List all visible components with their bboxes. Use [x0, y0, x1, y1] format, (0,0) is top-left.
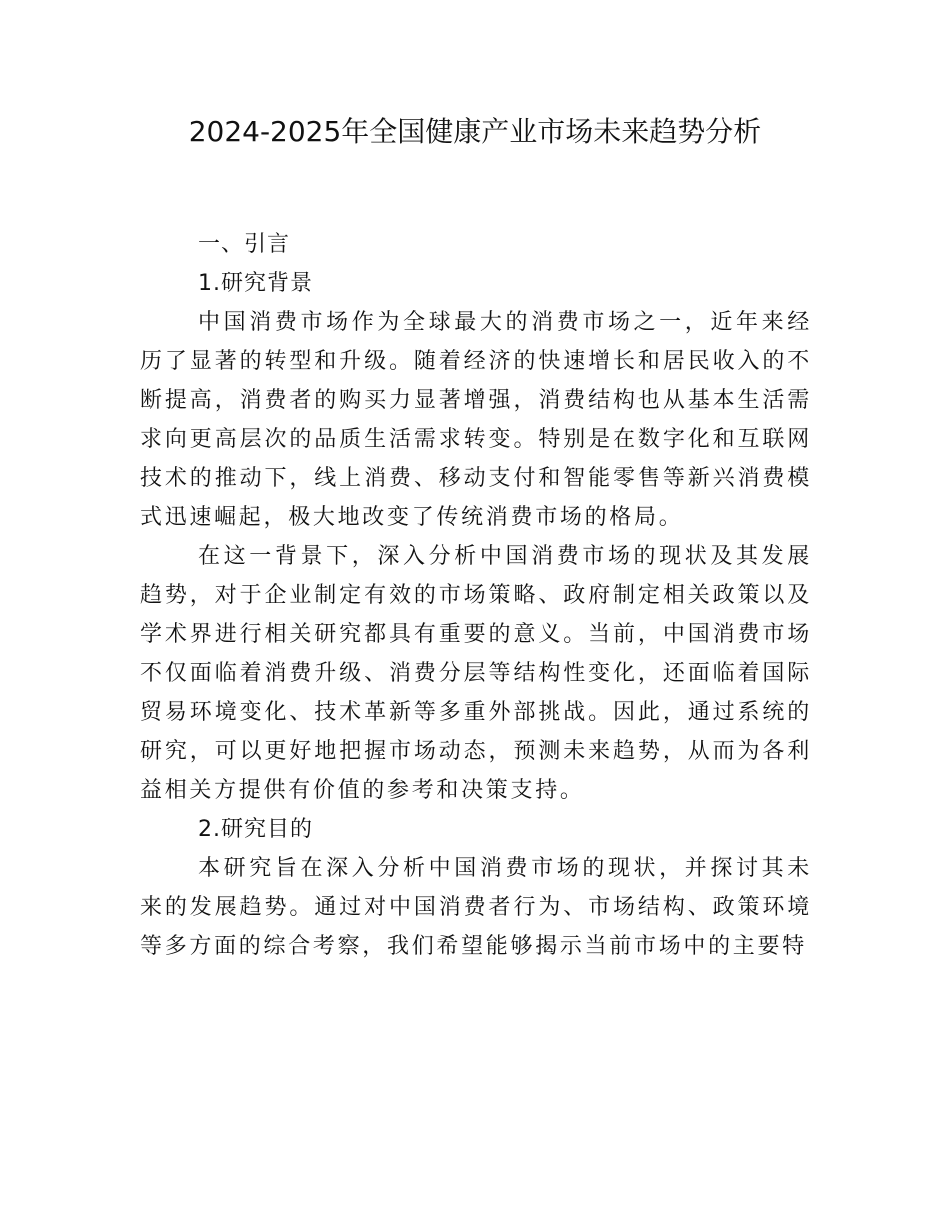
document-title: 2024-2025年全国健康产业市场未来趋势分析 [188, 115, 762, 148]
paragraph: 本研究旨在深入分析中国消费市场的现状，并探讨其未来的发展趋势。通过对中国消费者行为、市场结构、政策环境等多方面的综合考察，我们希望能够揭示当前市场中的主要特 [140, 856, 812, 959]
paragraph: 中国消费市场作为全球最大的消费市场之一，近年来经历了显著的转型和升级。随着经济的快速增长和居民收入的不断提高，消费者的购买力显著增强，消费结构也从基本生活需求向更高层次的品质生活需求转变。特别是在数字化和互联网技术的推动下，线上消费、移动支付和智能零售等新兴消费模式迅速崛起，极大地改变了传统消费市场的格局。 [140, 310, 812, 530]
section-heading-introduction: 一、引言 [198, 232, 291, 257]
document-body [140, 225, 812, 966]
subsection-heading-research-background: 1.研究背景 [198, 271, 313, 296]
subsection-heading-research-purpose: 2.研究目的 [198, 817, 313, 842]
paragraph: 在这一背景下，深入分析中国消费市场的现状及其发展趋势，对于企业制定有效的市场策略、政府制定相关政策以及学术界进行相关研究都具有重要的意义。当前，中国消费市场不仅面临着消费升级、消费分层等结构性变化，还面临着国际贸易环境变化、技术革新等多重外部挑战。因此，通过系统的研究，可以更好地把握市场动态，预测未来趋势，从而为各利益相关方提供有价值的参考和决策支持。 [140, 544, 812, 803]
